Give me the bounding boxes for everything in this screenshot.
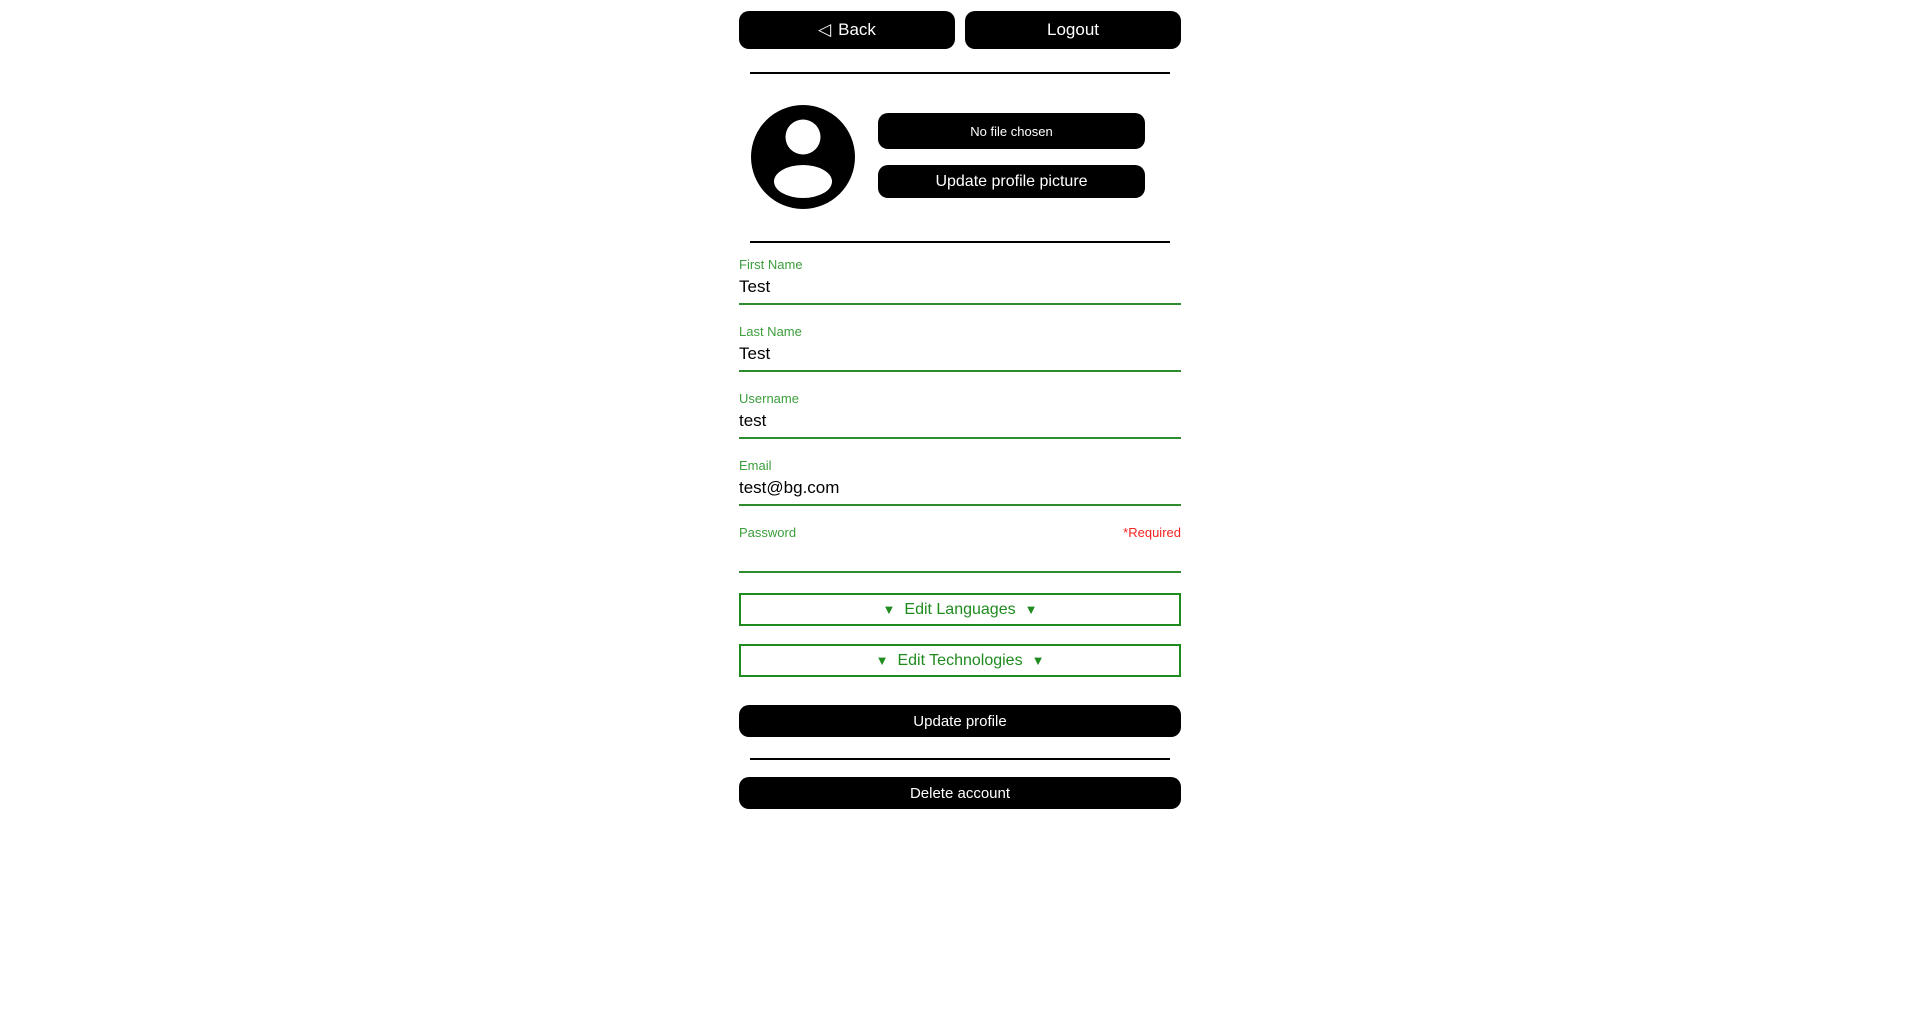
password-label: Password xyxy=(739,525,797,540)
upload-buttons xyxy=(878,105,1145,209)
first-name-label: First Name xyxy=(739,257,803,272)
chevron-down-icon: ▼ xyxy=(1024,602,1038,617)
delete-account-button[interactable]: Delete account xyxy=(739,777,1181,809)
last-name-field xyxy=(739,324,1181,372)
update-picture-button[interactable]: Update profile picture xyxy=(878,165,1145,198)
email-field xyxy=(739,458,1181,506)
back-button-label: Back xyxy=(838,20,876,39)
profile-form xyxy=(739,257,1181,573)
email-label: Email xyxy=(739,458,772,473)
back-button[interactable] xyxy=(739,11,955,49)
section-divider-bottom xyxy=(750,758,1170,760)
profile-picture-section xyxy=(739,105,1181,209)
triangle-left-icon: ◁ xyxy=(818,20,832,39)
chevron-down-icon: ▼ xyxy=(875,653,889,668)
update-profile-button[interactable]: Update profile xyxy=(739,705,1181,737)
username-input[interactable] xyxy=(739,406,1181,439)
section-divider-top xyxy=(750,72,1170,74)
profile-page-column xyxy=(739,11,1181,809)
username-label: Username xyxy=(739,391,799,406)
username-field xyxy=(739,391,1181,439)
email-input[interactable] xyxy=(739,473,1181,506)
logout-button-label: Logout xyxy=(1047,20,1099,39)
edit-languages-button[interactable] xyxy=(739,593,1181,626)
header-row xyxy=(739,11,1181,49)
edit-technologies-button[interactable] xyxy=(739,644,1181,677)
last-name-label: Last Name xyxy=(739,324,802,339)
chevron-down-icon: ▼ xyxy=(882,602,896,617)
password-field xyxy=(739,525,1181,573)
edit-languages-label: Edit Languages xyxy=(904,600,1016,618)
chevron-down-icon: ▼ xyxy=(1031,653,1045,668)
file-input-button[interactable]: No file chosen xyxy=(878,113,1145,149)
avatar xyxy=(751,105,855,209)
first-name-input[interactable] xyxy=(739,272,1181,305)
password-input[interactable] xyxy=(739,540,1181,573)
last-name-input[interactable] xyxy=(739,339,1181,372)
section-divider-avatar xyxy=(750,241,1170,243)
first-name-field xyxy=(739,257,1181,305)
edit-technologies-label: Edit Technologies xyxy=(897,651,1023,669)
required-badge: *Required xyxy=(1123,525,1181,540)
logout-button[interactable] xyxy=(965,11,1181,49)
